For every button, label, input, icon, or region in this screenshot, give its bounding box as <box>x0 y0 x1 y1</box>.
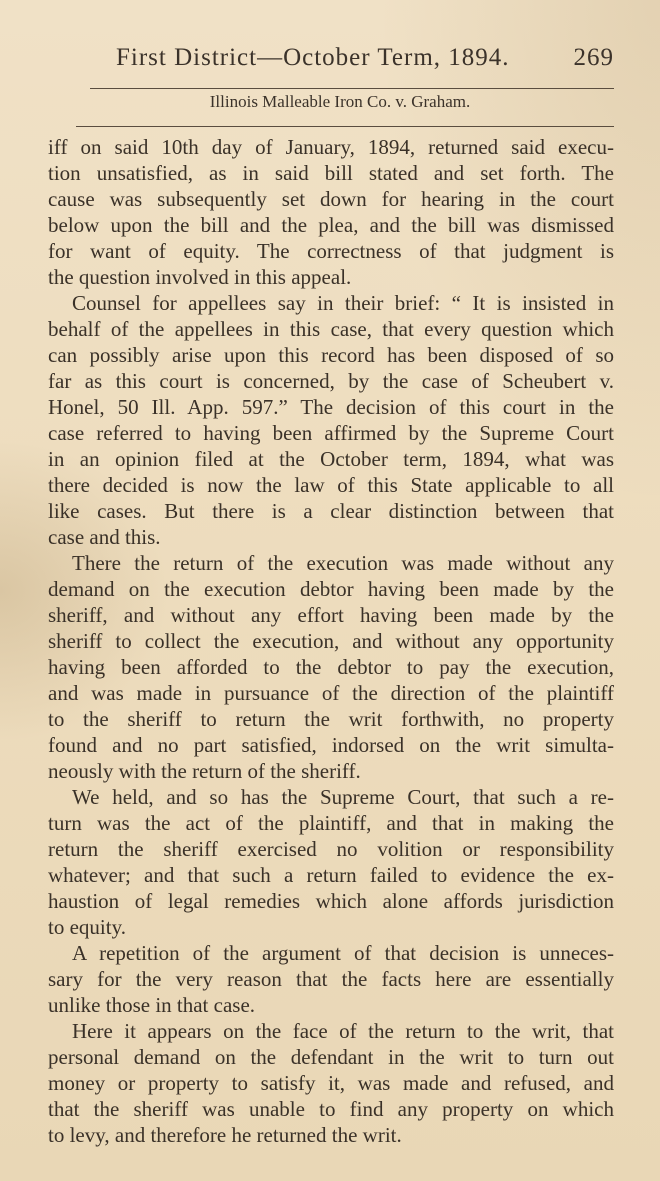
text-line: found and no part satisfied, indorsed on the writ simulta- <box>48 733 614 757</box>
text-line: A repetition of the argument of that decision is unneces- <box>72 941 614 965</box>
text-line: sheriff, and without any effort having been made by the <box>48 603 614 627</box>
text-line: having been afforded to the debtor to pay the execution, <box>48 655 614 679</box>
text-line: the question involved in this appeal. <box>48 265 352 289</box>
text-line: Counsel for appellees say in their brief: “ It is insisted in <box>72 291 614 315</box>
header-rule-bottom <box>76 126 614 127</box>
text-line: turn was the act of the plaintiff, and that in making the <box>48 811 614 835</box>
paragraph <box>48 550 614 784</box>
text-line: personal demand on the defendant in the writ to turn out <box>48 1045 614 1069</box>
text-line: far as this court is concerned, by the case of Scheubert v. <box>48 369 614 393</box>
running-head-title: First District—October Term, 1894. <box>116 44 510 71</box>
running-head <box>116 44 614 78</box>
paragraph <box>48 290 614 550</box>
text-line: there decided is now the law of this State applicable to all <box>48 473 614 497</box>
text-line: Here it appears on the face of the return to the writ, that <box>72 1019 614 1043</box>
text-line: that the sheriff was unable to find any property on which <box>48 1097 614 1121</box>
text-line: sary for the very reason that the facts here are essentially <box>48 967 614 991</box>
text-line: and was made in pursuance of the direction of the plaintiff <box>48 681 614 705</box>
opinion-body-text <box>48 134 614 1148</box>
text-line: return the sheriff exercised no volition or responsibility <box>48 837 614 861</box>
text-line: sheriff to collect the execution, and without any opportunity <box>48 629 614 653</box>
text-line: below upon the bill and the plea, and the bill was dismissed <box>48 213 614 237</box>
text-line: iff on said 10th day of January, 1894, returned said execu- <box>48 135 614 159</box>
text-line: cause was subsequently set down for hearing in the court <box>48 187 614 211</box>
text-line: in an opinion filed at the October term, 1894, what was <box>48 447 614 471</box>
text-line: Honel, 50 Ill. App. 597.” The decision of this court in the <box>48 395 614 419</box>
page-number: 269 <box>573 44 614 71</box>
text-line: behalf of the appellees in this case, that every question which <box>48 317 614 341</box>
text-line: case and this. <box>48 525 161 549</box>
text-line: tion unsatisfied, as in said bill stated and set forth. The <box>48 161 614 185</box>
text-line: case referred to having been affirmed by the Supreme Court <box>48 421 614 445</box>
text-line: to the sheriff to return the writ forthwith, no property <box>48 707 614 731</box>
text-line: money or property to satisfy it, was made and refused, and <box>48 1071 614 1095</box>
paragraph <box>48 784 614 940</box>
text-line: demand on the execution debtor having been made by the <box>48 577 614 601</box>
text-line: haustion of legal remedies which alone affords jurisdiction <box>48 889 614 913</box>
text-line: for want of equity. The correctness of that judgment is <box>48 239 614 263</box>
text-line: whatever; and that such a return failed to evidence the ex- <box>48 863 614 887</box>
header-rule-top <box>90 88 614 89</box>
text-line: unlike those in that case. <box>48 993 256 1017</box>
paragraph <box>48 940 614 1018</box>
text-line: to levy, and therefore he returned the writ. <box>48 1123 402 1147</box>
text-line: There the return of the execution was made without any <box>72 551 614 575</box>
text-line: can possibly arise upon this record has been disposed of so <box>48 343 614 367</box>
text-line: to equity. <box>48 915 126 939</box>
text-line: neously with the return of the sheriff. <box>48 759 361 783</box>
text-line: We held, and so has the Supreme Court, that such a re- <box>72 785 614 809</box>
text-line: like cases. But there is a clear distinction between that <box>48 499 614 523</box>
case-caption: Illinois Malleable Iron Co. v. Graham. <box>209 92 471 111</box>
paragraph <box>48 134 614 290</box>
paragraph <box>48 1018 614 1148</box>
